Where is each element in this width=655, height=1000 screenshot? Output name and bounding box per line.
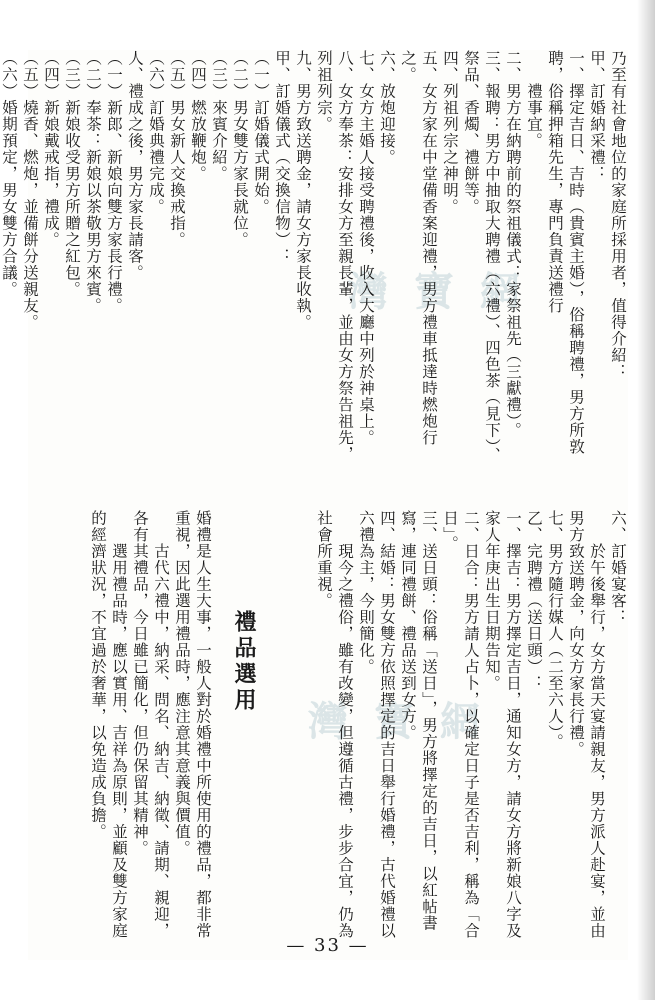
text-column-middle: 六、訂婚宴客： 於午後舉行，女方當天宴請親友，男方派人赴宴，並由男方致送聘金，向女方家長行禮。 七、男方隨行媒人（二至六人）。 乙、完聘禮（送日頭）： 一、擇吉：男方擇定吉日，通知女方，請女方將新娘八字及家人年庚出生日期告知。 二、日合：男方請人占卜，以確定日子是否吉利，稱為「合日」。 三、送日頭：俗稱「送日」，男方將擇定的吉日，以紅帖書寫，連同禮餅、禮品送到女方。 四、結婚：男女雙方依照擇定的吉日舉行婚禮，古代婚禮以六禮為主，今則簡化。 現今之禮俗，雖有改變，但遵循古禮，步步合宜，仍為社會所重視。 [315, 510, 627, 939]
page-fold-shadow [637, 0, 655, 1000]
watermark: 灣 寶 網 [348, 269, 526, 315]
text-column-top: 乃至有社會地位的家庭所採用者，值得介紹： 甲、訂婚納采禮： 一、擇定吉日、吉時（貴賓主婚），俗稱聘禮，男方所敦聘，俗稱押箱先生，專門負責送禮行 禮事宜。 二、男方在納聘前的祭祖儀式：家祭祖先（三獻禮）。 三、報聘：男方中抽取大聘禮（六禮）、四色茶（見下）、祭品、香燭、禮餅等。 四、列祖列宗之神明。 五、女方家在中堂備香案迎禮，男方禮車抵達時燃炮行之。 六、放炮迎接。 七、女方主婚人接受聘禮後，收入大廳中列於神桌上。 八、女方奉茶：安排女方至親長輩，並由女方祭告祖先，列祖列宗。 九、男方致送聘金，請女方家長收執。 甲、訂婚儀式（交換信物）： （一）訂婚儀式開始。 （二）男女雙方家長就位。 （三）來賓介紹。 （四）燃放鞭炮。 （五）男女新人交換戒指。 （六）訂婚典禮完成。 人、禮成之後，男方家長請客。 （一）新郎、新娘向雙方家長行禮。 （二）奉茶：新娘以茶敬男方來賓。 （三）新娘收受男方所贈之紅包。 （四）新娘戴戒指，禮成。 （五）燒香、燃炮，並備餅分送親友。 （六）婚期預定，男女雙方合議。 [0, 50, 627, 464]
section-title: 禮品選用 [231, 610, 256, 714]
watermark: 灣 寶 網 [308, 699, 486, 745]
text-column-left: 婚禮是人生大事，一般人對於婚禮中所使用的禮品，都非常重視，因此選用禮品時，應注意其意義與價值。 古代六禮中，納采、問名、納吉、納徵、請期、親迎，各有其禮品，今日雖已簡化，但仍保留其精神。 選用禮品時，應以實用、吉祥為原則，並顧及雙方家庭的經濟狀況，不宜過於奢華，以免造成負擔。 [89, 510, 212, 939]
page-number: — 33 — [286, 935, 369, 956]
document-page [0, 50, 628, 960]
